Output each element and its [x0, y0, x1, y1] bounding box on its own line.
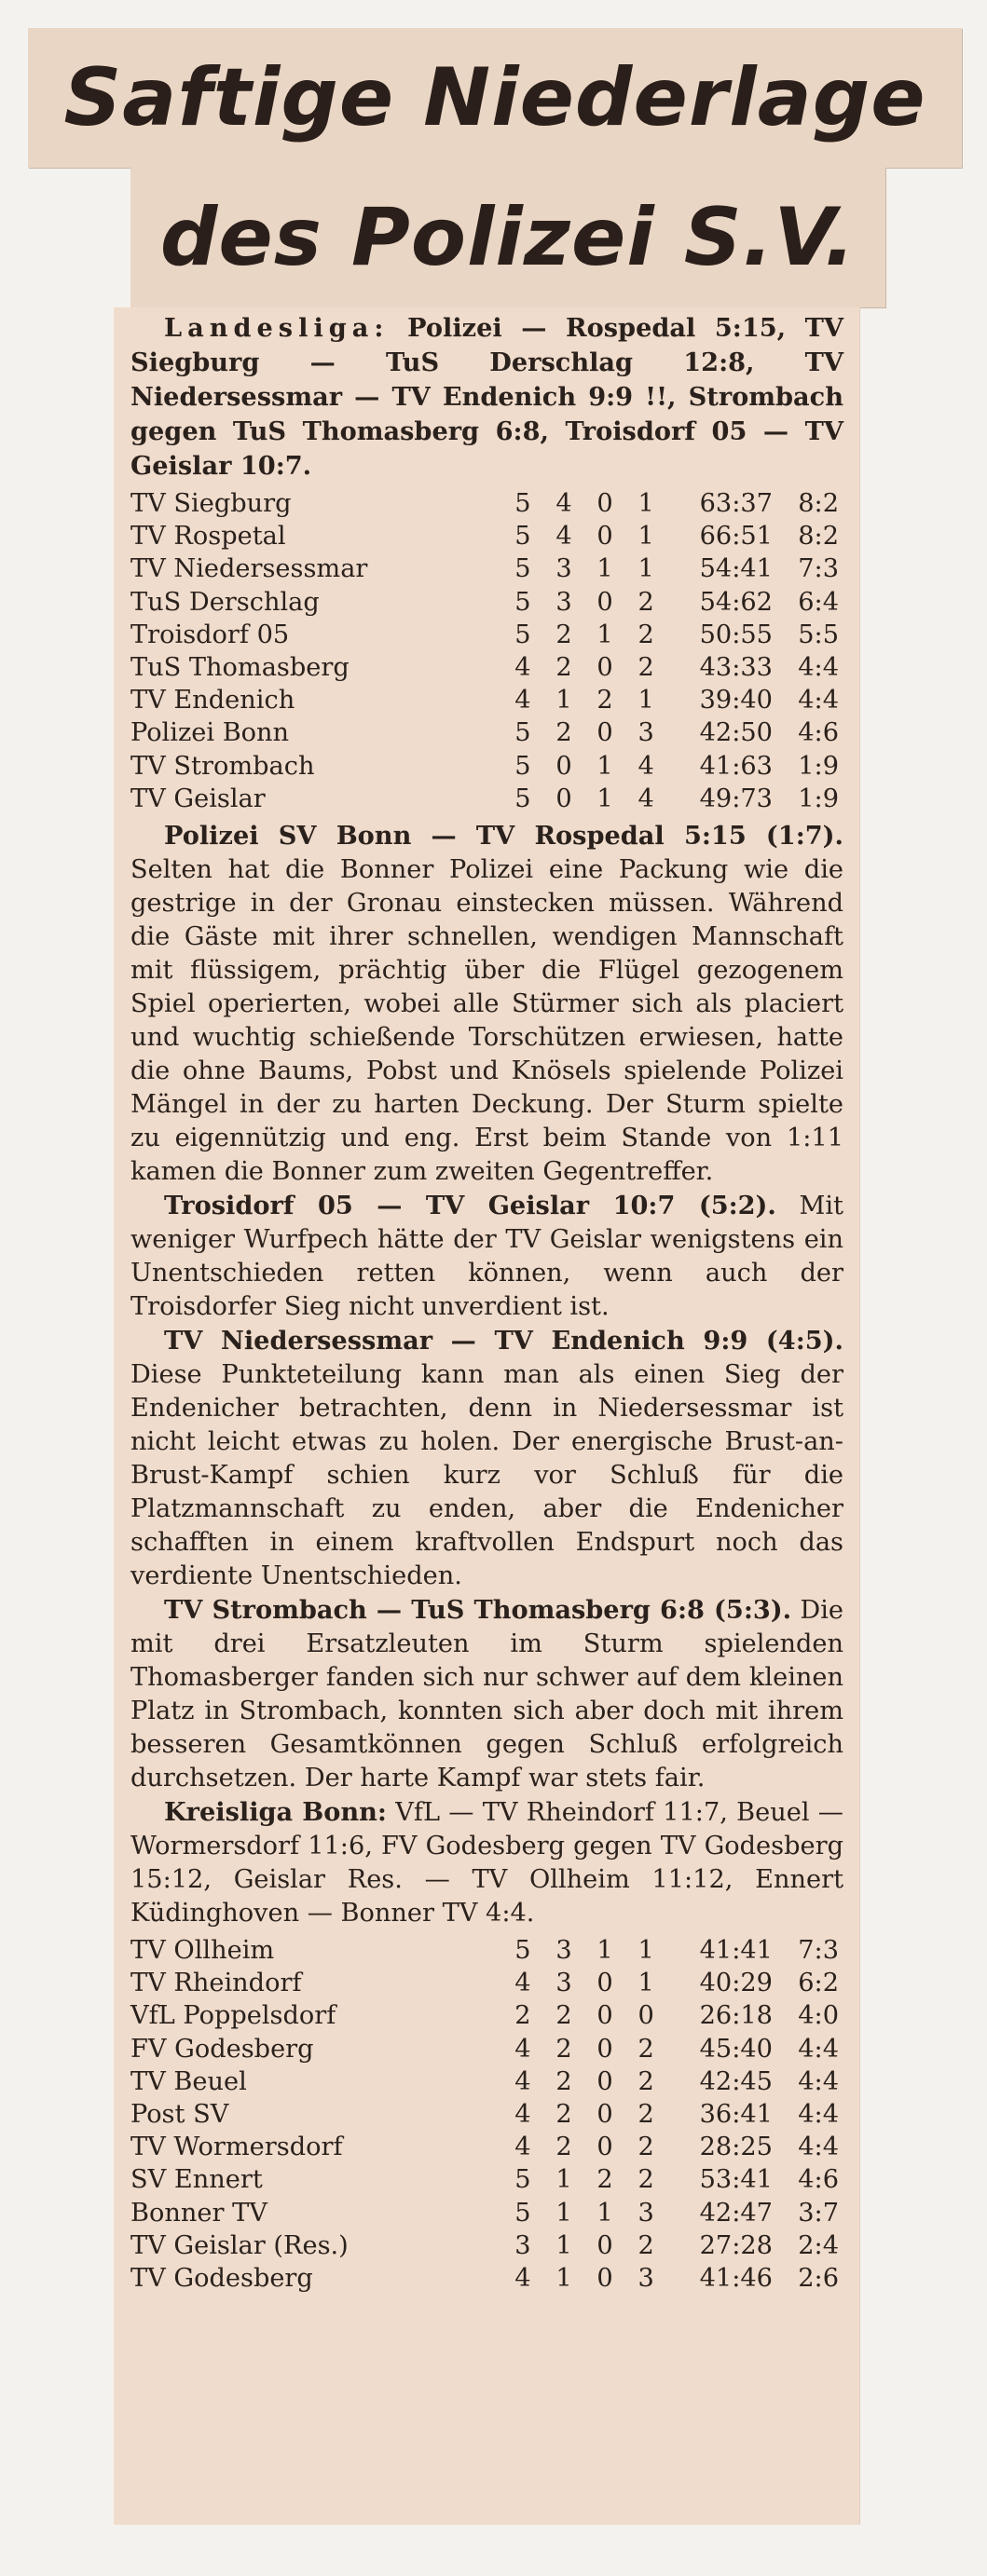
- points-cell: 2:4: [798, 2230, 839, 2260]
- goals-cell: 36:41: [699, 2100, 773, 2130]
- table-row: [130, 716, 839, 749]
- landesliga-label: Landesliga:: [164, 313, 390, 343]
- wins-cell: 3: [555, 1936, 572, 1966]
- games-cell: 5: [514, 2165, 531, 2195]
- landesliga-table: [130, 487, 839, 815]
- goals-cell: 54:41: [699, 554, 773, 584]
- points-cell: 4:4: [798, 2133, 839, 2162]
- goals-cell: 26:18: [699, 2001, 773, 2031]
- draws-cell: 0: [596, 2100, 613, 2130]
- team-name-cell: TuS Thomasberg: [130, 653, 350, 683]
- kreisliga-results: [130, 1795, 843, 1930]
- match-report-body: Diese Punkteteilung kann man als einen Sieg der Endenicher betrachten, denn in Niedersessmar ist nicht leicht etwas zu holen. Der energische Brust-an-Brust-Kampf schien kurz vor Schluß für die Platzmannschaft zu enden, aber die Endenicher schafften in einem kraftvollen Endspurt noch das verdiente Unentschieden.: [130, 1360, 843, 1591]
- wins-cell: 2: [555, 620, 572, 649]
- goals-cell: 66:51: [699, 522, 773, 552]
- team-name-cell: TV Strombach: [130, 751, 315, 781]
- points-cell: 2:6: [798, 2264, 839, 2294]
- draws-cell: 1: [596, 784, 613, 813]
- goals-cell: 41:46: [699, 2264, 773, 2294]
- match-report-heading: Trosidorf 05 — TV Geislar 10:7 (5:2).: [164, 1191, 776, 1221]
- draws-cell: 0: [596, 2001, 613, 2031]
- points-cell: 1:9: [798, 751, 839, 781]
- points-cell: 4:4: [798, 2100, 839, 2130]
- wins-cell: 1: [555, 2230, 572, 2260]
- games-cell: 5: [514, 718, 531, 748]
- goals-cell: 63:37: [699, 489, 773, 518]
- goals-cell: 43:33: [699, 653, 773, 683]
- games-cell: 4: [514, 1969, 531, 1998]
- team-name-cell: TV Beuel: [130, 2066, 247, 2096]
- wins-cell: 2: [555, 718, 572, 748]
- losses-cell: 1: [637, 686, 654, 716]
- goals-cell: 28:25: [699, 2133, 773, 2162]
- losses-cell: 2: [637, 620, 654, 649]
- team-name-cell: Post SV: [130, 2100, 229, 2130]
- table-row: [130, 586, 839, 619]
- headline-line-1: [28, 28, 962, 168]
- draws-cell: 0: [596, 2066, 613, 2096]
- losses-cell: 4: [637, 784, 654, 813]
- headline-text-2: des Polizei S.V.: [159, 191, 857, 284]
- games-cell: 3: [514, 2230, 531, 2260]
- losses-cell: 0: [637, 2001, 654, 2031]
- team-name-cell: TV Endenich: [130, 686, 295, 716]
- team-name-cell: TV Geislar: [130, 784, 266, 813]
- goals-cell: 41:41: [699, 1936, 773, 1966]
- games-cell: 5: [514, 587, 531, 617]
- games-cell: 5: [514, 784, 531, 813]
- wins-cell: 2: [555, 2066, 572, 2096]
- points-cell: 6:4: [798, 587, 839, 617]
- team-name-cell: TV Rospetal: [130, 522, 286, 552]
- table-row: [130, 2262, 839, 2295]
- losses-cell: 1: [637, 489, 654, 518]
- landesliga-results-text: Polizei — Rospedal 5:15, TV Siegburg — TuS Derschlag 12:8, TV Niedersessmar — TV Endenich 9:9 !!, Strombach gegen TuS Thomasberg 6:8, Troisdorf 05 — TV Geislar 10:7.: [130, 313, 843, 481]
- points-cell: 4:0: [798, 2001, 839, 2031]
- wins-cell: 1: [555, 2198, 572, 2228]
- goals-cell: 54:62: [699, 587, 773, 617]
- games-cell: 4: [514, 2100, 531, 2130]
- match-report: [130, 1324, 843, 1593]
- losses-cell: 2: [637, 587, 654, 617]
- table-row: [130, 651, 839, 684]
- table-row: [130, 1999, 839, 2032]
- table-row: [130, 487, 839, 520]
- table-row: [130, 2131, 839, 2163]
- draws-cell: 0: [596, 1969, 613, 1998]
- match-report-heading: TV Strombach — TuS Thomasberg 6:8 (5:3).: [164, 1595, 792, 1626]
- team-name-cell: TuS Derschlag: [130, 587, 320, 617]
- losses-cell: 4: [637, 751, 654, 781]
- team-name-cell: TV Wormersdorf: [130, 2133, 343, 2162]
- article-column: [130, 311, 843, 2298]
- match-report-heading: TV Niedersessmar — TV Endenich 9:9 (4:5).: [164, 1326, 843, 1356]
- points-cell: 7:3: [798, 554, 839, 584]
- draws-cell: 0: [596, 489, 613, 518]
- wins-cell: 2: [555, 2001, 572, 2031]
- draws-cell: 1: [596, 554, 613, 584]
- losses-cell: 1: [637, 1969, 654, 1998]
- losses-cell: 1: [637, 522, 654, 552]
- draws-cell: 1: [596, 751, 613, 781]
- goals-cell: 42:47: [699, 2198, 773, 2228]
- points-cell: 4:4: [798, 2034, 839, 2064]
- losses-cell: 2: [637, 2133, 654, 2162]
- games-cell: 5: [514, 2198, 531, 2228]
- points-cell: 4:6: [798, 718, 839, 748]
- wins-cell: 3: [555, 587, 572, 617]
- wins-cell: 0: [555, 751, 572, 781]
- points-cell: 7:3: [798, 1936, 839, 1966]
- draws-cell: 0: [596, 587, 613, 617]
- games-cell: 4: [514, 653, 531, 683]
- table-row: [130, 750, 839, 783]
- table-row: [130, 2197, 839, 2229]
- match-reports: [130, 819, 843, 1795]
- match-report: [130, 819, 843, 1189]
- points-cell: 3:7: [798, 2198, 839, 2228]
- games-cell: 5: [514, 751, 531, 781]
- table-row: [130, 2229, 839, 2262]
- goals-cell: 53:41: [699, 2165, 773, 2195]
- team-name-cell: FV Godesberg: [130, 2034, 314, 2064]
- team-name-cell: TV Geislar (Res.): [130, 2230, 349, 2260]
- team-name-cell: Bonner TV: [130, 2198, 267, 2228]
- losses-cell: 2: [637, 2034, 654, 2064]
- wins-cell: 1: [555, 686, 572, 716]
- wins-cell: 2: [555, 2034, 572, 2064]
- draws-cell: 1: [596, 2198, 613, 2228]
- draws-cell: 1: [596, 1936, 613, 1966]
- table-row: [130, 2065, 839, 2098]
- kreisliga-table: [130, 1934, 839, 2295]
- games-cell: 4: [514, 2066, 531, 2096]
- goals-cell: 39:40: [699, 686, 773, 716]
- losses-cell: 1: [637, 554, 654, 584]
- match-report-body: Selten hat die Bonner Polizei eine Packung wie die gestrige in der Gronau einstecken müssen. Während die Gäste mit ihrer schnellen, wendigen Mannschaft mit flüssigem, prächtig über die Flügel gezogenem Spiel operierten, wobei alle Stürmer sich als placiert und wuchtig schießende Torschützen erwiesen, hatte die ohne Baums, Pobst und Knösels spielende Polizei Mängel in der zu harten Deckung. Der Sturm spielte zu eigennützig und eng. Erst beim Stande von 1:11 kamen die Bonner zum zweiten Gegentreffer.: [130, 855, 843, 1187]
- match-report-body: Die mit drei Ersatzleuten im Sturm spielenden Thomasberger fanden sich nur schwer auf dem kleinen Platz in Strombach, konnten sich aber doch mit ihrem besseren Gesamtkönnen gegen Schluß erfolgreich durchsetzen. Der harte Kampf war stets fair.: [130, 1596, 844, 1793]
- wins-cell: 4: [555, 522, 572, 552]
- losses-cell: 2: [637, 2066, 654, 2096]
- draws-cell: 1: [596, 620, 613, 649]
- kreisliga-label: Kreisliga Bonn:: [164, 1797, 387, 1828]
- losses-cell: 1: [637, 1936, 654, 1966]
- points-cell: 4:6: [798, 2165, 839, 2195]
- kreisliga-results-text: VfL — TV Rheindorf 11:7, Beuel — Wormersdorf 11:6, FV Godesberg gegen TV Godesberg 15:12, Geislar Res. — TV Ollheim 11:12, Ennert Küdinghoven — Bonner TV 4:4.: [130, 1798, 843, 1929]
- table-row: [130, 1967, 839, 1999]
- wins-cell: 1: [555, 2264, 572, 2294]
- points-cell: 8:2: [798, 522, 839, 552]
- team-name-cell: Polizei Bonn: [130, 718, 290, 748]
- team-name-cell: Troisdorf 05: [130, 620, 290, 649]
- team-name-cell: TV Rheindorf: [130, 1969, 302, 1998]
- draws-cell: 0: [596, 522, 613, 552]
- goals-cell: 45:40: [699, 2034, 773, 2064]
- draws-cell: 2: [596, 686, 613, 716]
- team-name-cell: TV Ollheim: [130, 1936, 275, 1966]
- games-cell: 4: [514, 2034, 531, 2064]
- wins-cell: 4: [555, 489, 572, 518]
- match-report: [130, 1593, 843, 1795]
- losses-cell: 2: [637, 2230, 654, 2260]
- draws-cell: 2: [596, 2165, 613, 2195]
- points-cell: 5:5: [798, 620, 839, 649]
- wins-cell: 0: [555, 784, 572, 813]
- games-cell: 5: [514, 1936, 531, 1966]
- wins-cell: 2: [555, 2100, 572, 2130]
- match-report-body: Mit weniger Wurfpech hätte der TV Geislar wenigstens ein Unentschieden retten können, wenn auch der Troisdorfer Sieg nicht unverdient ist.: [130, 1192, 843, 1322]
- goals-cell: 40:29: [699, 1969, 773, 1998]
- table-row: [130, 2033, 839, 2065]
- draws-cell: 0: [596, 718, 613, 748]
- team-name-cell: TV Godesberg: [130, 2264, 313, 2294]
- goals-cell: 27:28: [699, 2230, 773, 2260]
- table-row: [130, 552, 839, 585]
- table-row: [130, 520, 839, 552]
- losses-cell: 2: [637, 653, 654, 683]
- draws-cell: 0: [596, 2264, 613, 2294]
- wins-cell: 3: [555, 554, 572, 584]
- games-cell: 4: [514, 2133, 531, 2162]
- points-cell: 1:9: [798, 784, 839, 813]
- wins-cell: 2: [555, 2133, 572, 2162]
- wins-cell: 3: [555, 1969, 572, 1998]
- games-cell: 2: [514, 2001, 531, 2031]
- wins-cell: 1: [555, 2165, 572, 2195]
- points-cell: 8:2: [798, 489, 839, 518]
- games-cell: 4: [514, 686, 531, 716]
- points-cell: 4:4: [798, 2066, 839, 2096]
- losses-cell: 3: [637, 2264, 654, 2294]
- team-name-cell: SV Ennert: [130, 2165, 263, 2195]
- table-row: [130, 684, 839, 716]
- wins-cell: 2: [555, 653, 572, 683]
- games-cell: 5: [514, 522, 531, 552]
- goals-cell: 50:55: [699, 620, 773, 649]
- table-row: [130, 783, 839, 815]
- points-cell: 6:2: [798, 1969, 839, 1998]
- losses-cell: 2: [637, 2100, 654, 2130]
- headline-line-2: [130, 168, 885, 307]
- games-cell: 5: [514, 620, 531, 649]
- headline-text-1: Saftige Niederlage: [63, 51, 926, 144]
- points-cell: 4:4: [798, 653, 839, 683]
- points-cell: 4:4: [798, 686, 839, 716]
- draws-cell: 0: [596, 653, 613, 683]
- losses-cell: 3: [637, 718, 654, 748]
- games-cell: 5: [514, 489, 531, 518]
- table-row: [130, 2163, 839, 2196]
- team-name-cell: VfL Poppelsdorf: [130, 2001, 336, 2031]
- table-row: [130, 619, 839, 651]
- match-report-heading: Polizei SV Bonn — TV Rospedal 5:15 (1:7).: [164, 821, 843, 852]
- team-name-cell: TV Siegburg: [130, 489, 292, 518]
- draws-cell: 0: [596, 2034, 613, 2064]
- goals-cell: 49:73: [699, 784, 773, 813]
- team-name-cell: TV Niedersessmar: [130, 554, 368, 584]
- games-cell: 5: [514, 554, 531, 584]
- draws-cell: 0: [596, 2133, 613, 2162]
- goals-cell: 42:45: [699, 2066, 773, 2096]
- landesliga-results: [130, 311, 843, 484]
- losses-cell: 3: [637, 2198, 654, 2228]
- match-report: [130, 1189, 843, 1324]
- table-row: [130, 1934, 839, 1967]
- article-clipping: [114, 307, 859, 2525]
- table-row: [130, 2098, 839, 2131]
- games-cell: 4: [514, 2264, 531, 2294]
- goals-cell: 42:50: [699, 718, 773, 748]
- goals-cell: 41:63: [699, 751, 773, 781]
- draws-cell: 0: [596, 2230, 613, 2260]
- losses-cell: 2: [637, 2165, 654, 2195]
